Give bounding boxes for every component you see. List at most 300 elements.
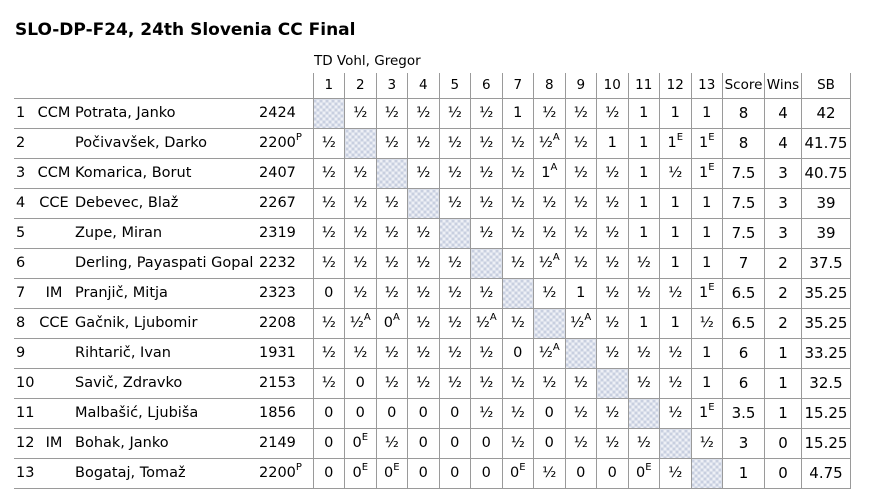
- player-row: [14, 459, 851, 489]
- result-cell: 0: [408, 399, 440, 429]
- player-wins: 3: [765, 219, 802, 249]
- result-cell: 1: [691, 219, 723, 249]
- result-flag: A: [552, 132, 560, 144]
- result-cell: ½: [471, 159, 503, 189]
- result-cell: ½: [502, 369, 534, 399]
- result-cell: 0: [565, 459, 597, 489]
- result-cell: 1: [660, 189, 692, 219]
- column-header-wins: Wins: [765, 73, 802, 99]
- result-cell: ½: [439, 159, 471, 189]
- result-cell: ½: [408, 219, 440, 249]
- player-rank: 3: [14, 159, 36, 189]
- result-cell: ½: [376, 99, 408, 129]
- player-rank: 13: [14, 459, 36, 489]
- result-cell: 0: [376, 399, 408, 429]
- result-cell: ½: [439, 369, 471, 399]
- result-cell: 0: [313, 279, 345, 309]
- player-rating: 2267: [257, 189, 313, 219]
- result-flag: E: [708, 282, 715, 294]
- player-title: CCM: [36, 159, 72, 189]
- result-cell: ½: [345, 219, 377, 249]
- result-cell: $0^E$: [345, 459, 377, 489]
- result-cell: ½$^A$: [534, 339, 566, 369]
- player-name: Derling, Payaspati Gopal: [72, 249, 257, 279]
- result-cell: 0: [408, 429, 440, 459]
- result-cell: ½$^A$: [534, 249, 566, 279]
- result-cell: $0^E$: [628, 459, 660, 489]
- self-cell: [408, 189, 440, 219]
- player-title: [36, 249, 72, 279]
- result-flag: A: [552, 342, 560, 354]
- result-cell: ½: [313, 219, 345, 249]
- result-cell: $1^E$: [691, 159, 723, 189]
- result-cell: ½: [313, 309, 345, 339]
- player-name: Rihtarič, Ivan: [72, 339, 257, 369]
- result-cell: ½: [534, 219, 566, 249]
- player-row: [14, 369, 851, 399]
- header-row: [14, 73, 851, 99]
- result-cell: 0: [345, 369, 377, 399]
- result-flag: E: [708, 162, 715, 174]
- player-row: [14, 339, 851, 369]
- result-cell: 0: [439, 459, 471, 489]
- result-cell: $1^E$: [691, 399, 723, 429]
- result-cell: ½: [597, 189, 629, 219]
- result-flag: A: [363, 312, 371, 324]
- player-title: [36, 219, 72, 249]
- player-rank: 10: [14, 369, 36, 399]
- result-cell: ½: [628, 429, 660, 459]
- player-rating: 1856: [257, 399, 313, 429]
- result-cell: ½: [376, 369, 408, 399]
- player-name: Potrata, Janko: [72, 99, 257, 129]
- player-name: Bogataj, Tomaž: [72, 459, 257, 489]
- result-cell: ½: [502, 309, 534, 339]
- result-cell: 0: [439, 399, 471, 429]
- player-name: Zupe, Miran: [72, 219, 257, 249]
- player-name: Bohak, Janko: [72, 429, 257, 459]
- result-flag: E: [393, 462, 400, 474]
- result-cell: ½: [439, 339, 471, 369]
- column-header-opponent-12: 12: [660, 73, 692, 99]
- player-score: 7.5: [723, 189, 765, 219]
- result-flag: A: [550, 162, 558, 174]
- result-cell: 0: [471, 429, 503, 459]
- player-wins: 0: [765, 459, 802, 489]
- result-cell: 1: [628, 159, 660, 189]
- result-flag: E: [361, 432, 369, 444]
- result-cell: ½: [502, 399, 534, 429]
- player-rank: 2: [14, 129, 36, 159]
- result-flag: E: [361, 462, 369, 474]
- result-cell: ½: [502, 159, 534, 189]
- result-cell: ½: [345, 249, 377, 279]
- result-cell: ½: [439, 279, 471, 309]
- result-cell: 0: [534, 429, 566, 459]
- result-cell: ½: [565, 429, 597, 459]
- player-title: [36, 339, 72, 369]
- result-cell: 0: [345, 399, 377, 429]
- self-cell: [597, 369, 629, 399]
- result-cell: 1: [660, 99, 692, 129]
- result-cell: ½: [471, 189, 503, 219]
- player-rank: 7: [14, 279, 36, 309]
- result-cell: ½: [660, 279, 692, 309]
- result-cell: ½: [376, 249, 408, 279]
- result-cell: ½: [439, 249, 471, 279]
- rating-flag: P: [295, 132, 302, 144]
- player-rating: 2208: [257, 309, 313, 339]
- player-score: 6: [723, 339, 765, 369]
- result-cell: $0^A$: [376, 309, 408, 339]
- player-wins: 1: [765, 369, 802, 399]
- result-cell: ½: [534, 99, 566, 129]
- self-cell: [534, 309, 566, 339]
- result-cell: ½: [565, 159, 597, 189]
- player-sb: 39: [802, 189, 851, 219]
- result-cell: ½: [660, 369, 692, 399]
- player-row: [14, 429, 851, 459]
- result-cell: ½: [502, 219, 534, 249]
- player-sb: 15.25: [802, 429, 851, 459]
- self-cell: [502, 279, 534, 309]
- result-flag: A: [552, 252, 560, 264]
- column-header-opponent-7: 7: [502, 73, 534, 99]
- result-cell: ½: [471, 279, 503, 309]
- result-cell: 0: [408, 459, 440, 489]
- player-rating: $2200^P$: [257, 129, 313, 159]
- column-header-opponent-3: 3: [376, 73, 408, 99]
- column-header-opponent-6: 6: [471, 73, 503, 99]
- player-title: CCE: [36, 189, 72, 219]
- result-cell: ½: [534, 189, 566, 219]
- result-cell: ½$^A$: [565, 309, 597, 339]
- player-name: Savič, Zdravko: [72, 369, 257, 399]
- player-sb: 37.5: [802, 249, 851, 279]
- player-row: [14, 219, 851, 249]
- player-wins: 1: [765, 399, 802, 429]
- result-flag: E: [519, 462, 526, 474]
- self-cell: [313, 99, 345, 129]
- player-title: [36, 459, 72, 489]
- result-cell: ½: [534, 279, 566, 309]
- player-row: [14, 99, 851, 129]
- player-rating: 2232: [257, 249, 313, 279]
- result-cell: ½: [313, 369, 345, 399]
- player-sb: 35.25: [802, 279, 851, 309]
- player-title: IM: [36, 279, 72, 309]
- result-cell: ½: [408, 369, 440, 399]
- self-cell: [345, 129, 377, 159]
- player-rating: 2319: [257, 219, 313, 249]
- result-cell: 1: [660, 309, 692, 339]
- result-cell: ½: [345, 339, 377, 369]
- player-sb: 35.25: [802, 309, 851, 339]
- result-cell: $0^E$: [502, 459, 534, 489]
- self-cell: [691, 459, 723, 489]
- result-cell: 0: [313, 459, 345, 489]
- result-flag: E: [708, 132, 715, 144]
- result-cell: ½: [597, 309, 629, 339]
- column-header-opponent-10: 10: [597, 73, 629, 99]
- self-cell: [628, 399, 660, 429]
- result-cell: ½: [471, 399, 503, 429]
- player-rank: 9: [14, 339, 36, 369]
- result-cell: ½: [313, 189, 345, 219]
- column-header-score: Score: [723, 73, 765, 99]
- player-score: 7: [723, 249, 765, 279]
- result-cell: ½: [313, 129, 345, 159]
- column-header-sb: SB: [802, 73, 851, 99]
- player-sb: 39: [802, 219, 851, 249]
- result-flag: A: [392, 312, 400, 324]
- player-sb: 33.25: [802, 339, 851, 369]
- rating-flag: P: [295, 462, 302, 474]
- player-title: IM: [36, 429, 72, 459]
- player-name: Komarica, Borut: [72, 159, 257, 189]
- player-sb: 4.75: [802, 459, 851, 489]
- result-cell: ½: [408, 339, 440, 369]
- player-score: 6: [723, 369, 765, 399]
- result-cell: 0: [502, 339, 534, 369]
- result-cell: ½: [565, 399, 597, 429]
- result-cell: ½: [408, 159, 440, 189]
- result-cell: ½: [628, 249, 660, 279]
- player-rank: 1: [14, 99, 36, 129]
- result-cell: ½: [565, 249, 597, 279]
- player-rating: 2149: [257, 429, 313, 459]
- result-cell: ½: [502, 429, 534, 459]
- result-cell: ½: [471, 129, 503, 159]
- column-header-opponent-9: 9: [565, 73, 597, 99]
- player-sb: 42: [802, 99, 851, 129]
- player-wins: 2: [765, 279, 802, 309]
- player-wins: 2: [765, 249, 802, 279]
- result-cell: ½: [471, 99, 503, 129]
- result-cell: ½: [408, 279, 440, 309]
- result-cell: ½: [439, 99, 471, 129]
- player-score: 6.5: [723, 279, 765, 309]
- result-cell: ½: [597, 99, 629, 129]
- player-score: 7.5: [723, 219, 765, 249]
- result-cell: ½: [408, 99, 440, 129]
- result-cell: 0: [534, 399, 566, 429]
- result-cell: ½: [376, 429, 408, 459]
- result-cell: ½: [439, 189, 471, 219]
- player-row: [14, 249, 851, 279]
- result-cell: ½: [345, 99, 377, 129]
- player-score: 7.5: [723, 159, 765, 189]
- player-rank: 6: [14, 249, 36, 279]
- result-cell: ½: [565, 219, 597, 249]
- result-cell: 0: [313, 399, 345, 429]
- result-cell: 1: [502, 99, 534, 129]
- result-cell: 1: [691, 339, 723, 369]
- result-cell: ½: [471, 339, 503, 369]
- player-wins: 3: [765, 159, 802, 189]
- result-cell: ½: [439, 129, 471, 159]
- result-cell: ½: [660, 459, 692, 489]
- result-cell: $0^E$: [345, 429, 377, 459]
- result-cell: ½: [660, 159, 692, 189]
- result-cell: 0: [471, 459, 503, 489]
- player-title: [36, 399, 72, 429]
- result-cell: ½$^A$: [534, 129, 566, 159]
- player-score: 8: [723, 99, 765, 129]
- player-score: 1: [723, 459, 765, 489]
- result-cell: ½: [345, 159, 377, 189]
- result-cell: ½: [565, 129, 597, 159]
- result-cell: ½: [376, 189, 408, 219]
- player-sb: 41.75: [802, 129, 851, 159]
- player-rank: 8: [14, 309, 36, 339]
- result-cell: ½: [376, 219, 408, 249]
- crosstable: [14, 73, 851, 489]
- player-score: 6.5: [723, 309, 765, 339]
- result-cell: 1: [628, 219, 660, 249]
- result-cell: ½: [534, 369, 566, 399]
- result-cell: ½: [502, 249, 534, 279]
- player-rank: 11: [14, 399, 36, 429]
- column-header-opponent-11: 11: [628, 73, 660, 99]
- result-cell: ½: [597, 429, 629, 459]
- result-cell: ½: [597, 399, 629, 429]
- result-cell: ½: [439, 309, 471, 339]
- result-flag: E: [708, 402, 715, 414]
- player-wins: 2: [765, 309, 802, 339]
- player-title: [36, 369, 72, 399]
- player-sb: 15.25: [802, 399, 851, 429]
- result-cell: ½: [313, 249, 345, 279]
- player-rank: 4: [14, 189, 36, 219]
- result-cell: 0: [313, 429, 345, 459]
- player-rating: 2424: [257, 99, 313, 129]
- result-cell: ½$^A$: [471, 309, 503, 339]
- player-title: CCM: [36, 99, 72, 129]
- player-title: CCE: [36, 309, 72, 339]
- player-rank: 5: [14, 219, 36, 249]
- result-cell: ½: [502, 129, 534, 159]
- result-cell: 1: [691, 99, 723, 129]
- result-cell: ½: [471, 369, 503, 399]
- result-cell: ½: [376, 129, 408, 159]
- column-header-opponent-1: 1: [313, 73, 345, 99]
- result-cell: ½: [376, 279, 408, 309]
- result-cell: ½: [565, 369, 597, 399]
- result-cell: ½: [660, 339, 692, 369]
- player-name: Debevec, Blaž: [72, 189, 257, 219]
- result-cell: 1: [660, 219, 692, 249]
- player-row: [14, 129, 851, 159]
- result-cell: 1: [628, 129, 660, 159]
- result-cell: ½: [628, 339, 660, 369]
- result-cell: 0: [439, 429, 471, 459]
- player-wins: 0: [765, 429, 802, 459]
- player-rating: 2153: [257, 369, 313, 399]
- result-cell: ½: [502, 189, 534, 219]
- result-cell: ½$^A$: [345, 309, 377, 339]
- result-flag: A: [489, 312, 497, 324]
- result-cell: $1^E$: [691, 279, 723, 309]
- result-cell: ½: [471, 219, 503, 249]
- column-header-opponent-13: 13: [691, 73, 723, 99]
- result-cell: ½: [345, 189, 377, 219]
- player-score: 3.5: [723, 399, 765, 429]
- result-cell: $1^E$: [691, 129, 723, 159]
- result-cell: 1: [691, 369, 723, 399]
- result-cell: 1: [660, 249, 692, 279]
- result-cell: ½: [628, 369, 660, 399]
- column-header-opponent-4: 4: [408, 73, 440, 99]
- result-cell: ½: [345, 279, 377, 309]
- result-cell: $1^A$: [534, 159, 566, 189]
- result-cell: 1: [691, 249, 723, 279]
- player-wins: 3: [765, 189, 802, 219]
- result-cell: ½: [597, 249, 629, 279]
- player-name: Pranjič, Mitja: [72, 279, 257, 309]
- result-cell: ½: [597, 279, 629, 309]
- player-sb: 32.5: [802, 369, 851, 399]
- result-cell: ½: [597, 339, 629, 369]
- result-cell: 1: [691, 189, 723, 219]
- result-cell: ½: [313, 159, 345, 189]
- player-rating: 1931: [257, 339, 313, 369]
- column-header-opponent-2: 2: [345, 73, 377, 99]
- player-wins: 1: [765, 339, 802, 369]
- player-wins: 4: [765, 99, 802, 129]
- result-cell: ½: [628, 279, 660, 309]
- self-cell: [471, 249, 503, 279]
- result-cell: ½: [408, 129, 440, 159]
- result-cell: ½: [691, 309, 723, 339]
- player-row: [14, 159, 851, 189]
- crosstable-body: [14, 99, 851, 489]
- result-cell: 1: [628, 189, 660, 219]
- result-cell: ½: [313, 339, 345, 369]
- result-cell: ½: [660, 399, 692, 429]
- player-row: [14, 399, 851, 429]
- player-rating: 2323: [257, 279, 313, 309]
- result-cell: ½: [408, 249, 440, 279]
- page-title: SLO-DP-F24, 24th Slovenia CC Final: [15, 20, 356, 40]
- result-cell: 1: [565, 279, 597, 309]
- player-rank: 12: [14, 429, 36, 459]
- result-cell: ½: [565, 189, 597, 219]
- result-cell: ½: [376, 339, 408, 369]
- result-cell: ½: [597, 159, 629, 189]
- result-flag: E: [645, 462, 652, 474]
- column-header-opponent-8: 8: [534, 73, 566, 99]
- self-cell: [376, 159, 408, 189]
- column-header-opponent-5: 5: [439, 73, 471, 99]
- result-cell: 1: [628, 309, 660, 339]
- result-cell: $1^E$: [660, 129, 692, 159]
- player-score: 8: [723, 129, 765, 159]
- player-name: Malbašić, Ljubiša: [72, 399, 257, 429]
- tournament-director: TD Vohl, Gregor: [314, 53, 421, 69]
- player-rating: $2200^P$: [257, 459, 313, 489]
- result-cell: ½: [691, 429, 723, 459]
- player-wins: 4: [765, 129, 802, 159]
- player-row: [14, 189, 851, 219]
- player-sb: 40.75: [802, 159, 851, 189]
- self-cell: [439, 219, 471, 249]
- result-cell: 0: [597, 459, 629, 489]
- self-cell: [660, 429, 692, 459]
- result-cell: ½: [408, 309, 440, 339]
- player-title: [36, 129, 72, 159]
- result-cell: 1: [628, 99, 660, 129]
